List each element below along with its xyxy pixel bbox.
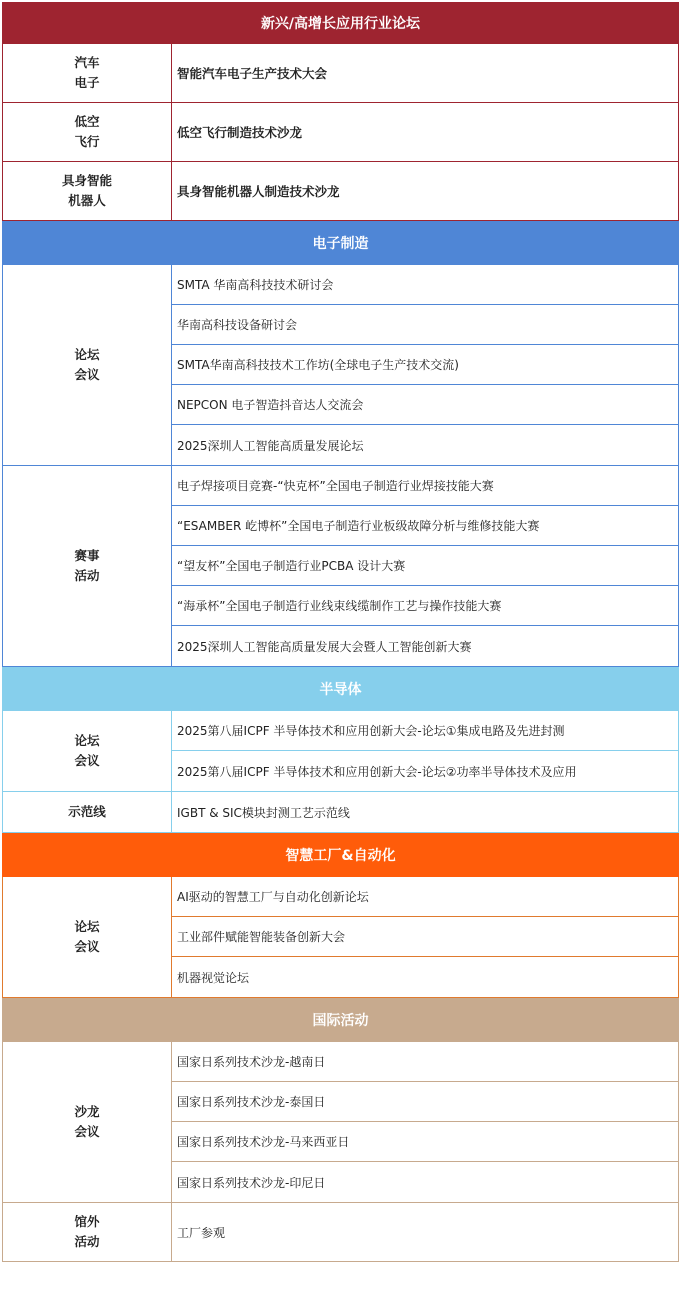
section-header: 智慧工厂&自动化 xyxy=(2,833,679,877)
group-row xyxy=(2,103,679,162)
list-item: 机器视觉论坛 xyxy=(177,970,250,985)
list-item: SMTA华南高科技技术工作坊(全球电子生产技术交流) xyxy=(172,345,678,385)
group-row xyxy=(2,877,679,998)
list-item: 2025深圳人工智能高质量发展大会暨人工智能创新大赛 xyxy=(177,639,472,654)
list-item: 国家日系列技术沙龙-泰国日 xyxy=(172,1082,678,1122)
group-label: 低空 飞行 xyxy=(3,103,172,161)
group-label: 论坛 会议 xyxy=(3,265,172,465)
section-header: 国际活动 xyxy=(2,998,679,1042)
group-row xyxy=(2,1203,679,1262)
group-label: 论坛 会议 xyxy=(3,877,172,997)
group-row xyxy=(2,162,679,221)
list-item: 国家日系列技术沙龙-马来西亚日 xyxy=(172,1122,678,1162)
list-item: 具身智能机器人制造技术沙龙 xyxy=(177,184,340,199)
section-1 xyxy=(2,221,679,667)
group-label: 论坛 会议 xyxy=(3,711,172,791)
group-label: 赛事 活动 xyxy=(3,466,172,666)
list-item: 工业部件赋能智能装备创新大会 xyxy=(172,917,678,957)
forum-schedule-table xyxy=(2,2,679,1262)
group-row xyxy=(2,44,679,103)
group-row xyxy=(2,466,679,667)
group-label: 具身智能 机器人 xyxy=(3,162,172,220)
list-item: 电子焊接项目竞赛-“快克杯”全国电子制造行业焊接技能大赛 xyxy=(172,466,678,506)
list-item: 智能汽车电子生产技术大会 xyxy=(177,66,328,81)
list-item: 国家日系列技术沙龙-印尼日 xyxy=(177,1175,326,1190)
list-item: SMTA 华南高科技技术研讨会 xyxy=(172,265,678,305)
section-header: 电子制造 xyxy=(2,221,679,265)
list-item: 国家日系列技术沙龙-越南日 xyxy=(172,1042,678,1082)
group-label: 汽车 电子 xyxy=(3,44,172,102)
list-item: AI驱动的智慧工厂与自动化创新论坛 xyxy=(172,877,678,917)
group-row xyxy=(2,265,679,466)
list-item: “海承杯”全国电子制造行业线束线缆制作工艺与操作技能大赛 xyxy=(172,586,678,626)
group-label: 示范线 xyxy=(3,792,172,832)
list-item: 2025第八届ICPF 半导体技术和应用创新大会-论坛②功率半导体技术及应用 xyxy=(177,764,577,779)
group-label: 沙龙 会议 xyxy=(3,1042,172,1202)
group-label: 馆外 活动 xyxy=(3,1203,172,1261)
group-row xyxy=(2,1042,679,1203)
section-header: 半导体 xyxy=(2,667,679,711)
list-item: IGBT & SIC模块封测工艺示范线 xyxy=(177,805,350,820)
section-0 xyxy=(2,2,679,221)
list-item: 工厂参观 xyxy=(177,1225,226,1240)
group-row xyxy=(2,792,679,833)
list-item: 低空飞行制造技术沙龙 xyxy=(177,125,303,140)
list-item: NEPCON 电子智造抖音达人交流会 xyxy=(172,385,678,425)
list-item: “ESAMBER 屹博杯”全国电子制造行业板级故障分析与维修技能大赛 xyxy=(172,506,678,546)
group-row xyxy=(2,711,679,792)
list-item: 2025第八届ICPF 半导体技术和应用创新大会-论坛①集成电路及先进封测 xyxy=(172,711,678,751)
list-item: “望友杯”全国电子制造行业PCBA 设计大赛 xyxy=(172,546,678,586)
section-2 xyxy=(2,667,679,833)
section-4 xyxy=(2,998,679,1262)
list-item: 2025深圳人工智能高质量发展论坛 xyxy=(177,438,364,453)
section-header: 新兴/高增长应用行业论坛 xyxy=(2,2,679,44)
list-item: 华南高科技设备研讨会 xyxy=(172,305,678,345)
section-3 xyxy=(2,833,679,998)
